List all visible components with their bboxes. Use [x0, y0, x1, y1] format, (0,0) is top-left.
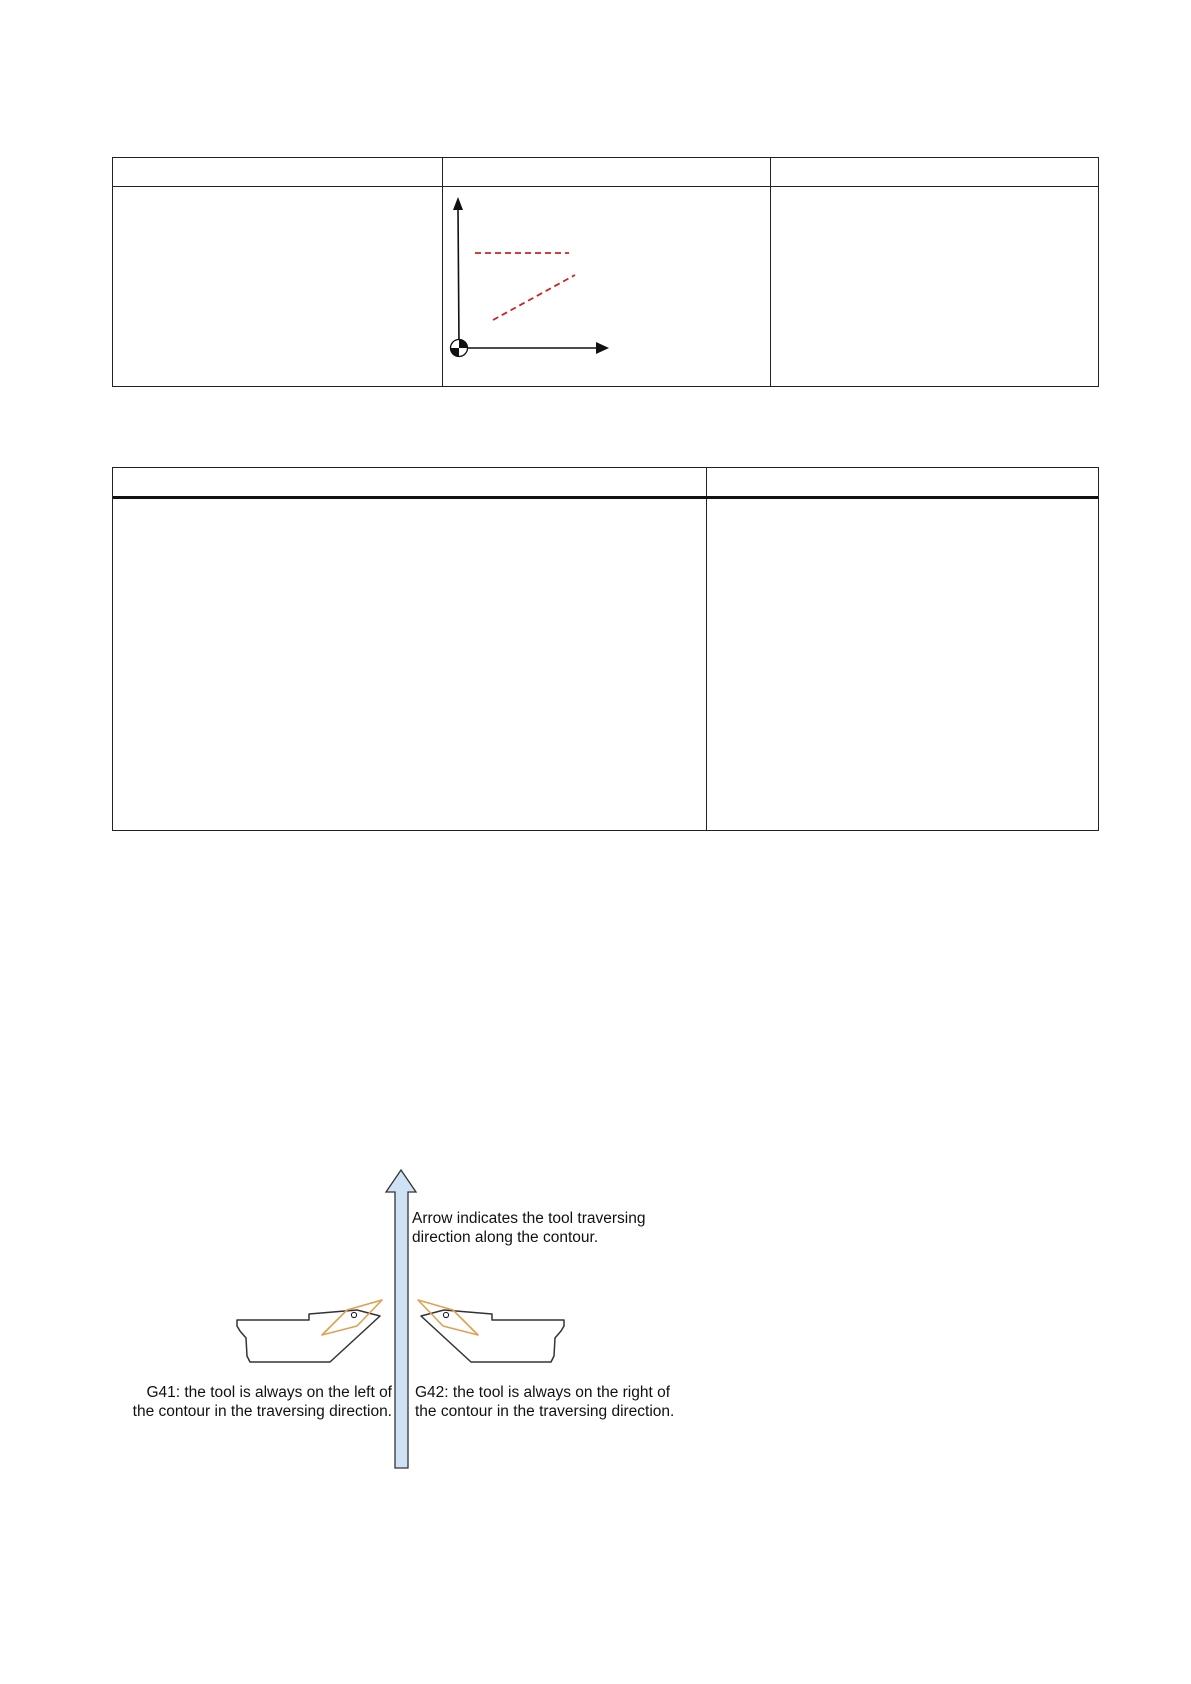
table-2-header-rule	[113, 496, 1098, 499]
tool-compensation-diagram	[112, 1160, 704, 1478]
table-1-header-rule	[113, 186, 1098, 187]
dashed-red-diagonal-line	[493, 275, 575, 320]
g42-caption-line-1: G42: the tool is always on the right of	[415, 1384, 671, 1401]
table-1-column-divider	[770, 158, 771, 386]
origin-marker	[451, 340, 468, 357]
left-tool-center-icon	[351, 1312, 356, 1317]
vertical-axis-arrowhead	[453, 197, 463, 210]
g41-caption-line-1: G41: the tool is always on the left of	[146, 1384, 392, 1401]
table-2	[112, 467, 1099, 831]
tool-compensation-graphic	[112, 1160, 704, 1478]
table-2-column-divider	[706, 468, 707, 830]
coordinate-sketch	[445, 188, 769, 386]
table-1-column-divider	[442, 158, 443, 386]
g42-caption-line-2: the contour in the traversing direction.	[415, 1403, 675, 1420]
arrow-caption-line-2: direction along the contour.	[412, 1229, 599, 1246]
right-tool-center-icon	[443, 1312, 448, 1317]
right-workpiece-contour	[421, 1310, 564, 1362]
g41-caption	[133, 1383, 392, 1421]
g42-caption	[415, 1383, 674, 1421]
arrow-caption-line-1: Arrow indicates the tool traversing	[412, 1210, 646, 1227]
arrow-caption	[412, 1209, 645, 1247]
g41-caption-line-2: the contour in the traversing direction.	[132, 1403, 392, 1420]
vertical-axis	[458, 208, 459, 345]
left-workpiece-contour	[237, 1310, 380, 1362]
horizontal-axis-arrowhead	[596, 342, 609, 354]
table-1	[112, 157, 1099, 387]
